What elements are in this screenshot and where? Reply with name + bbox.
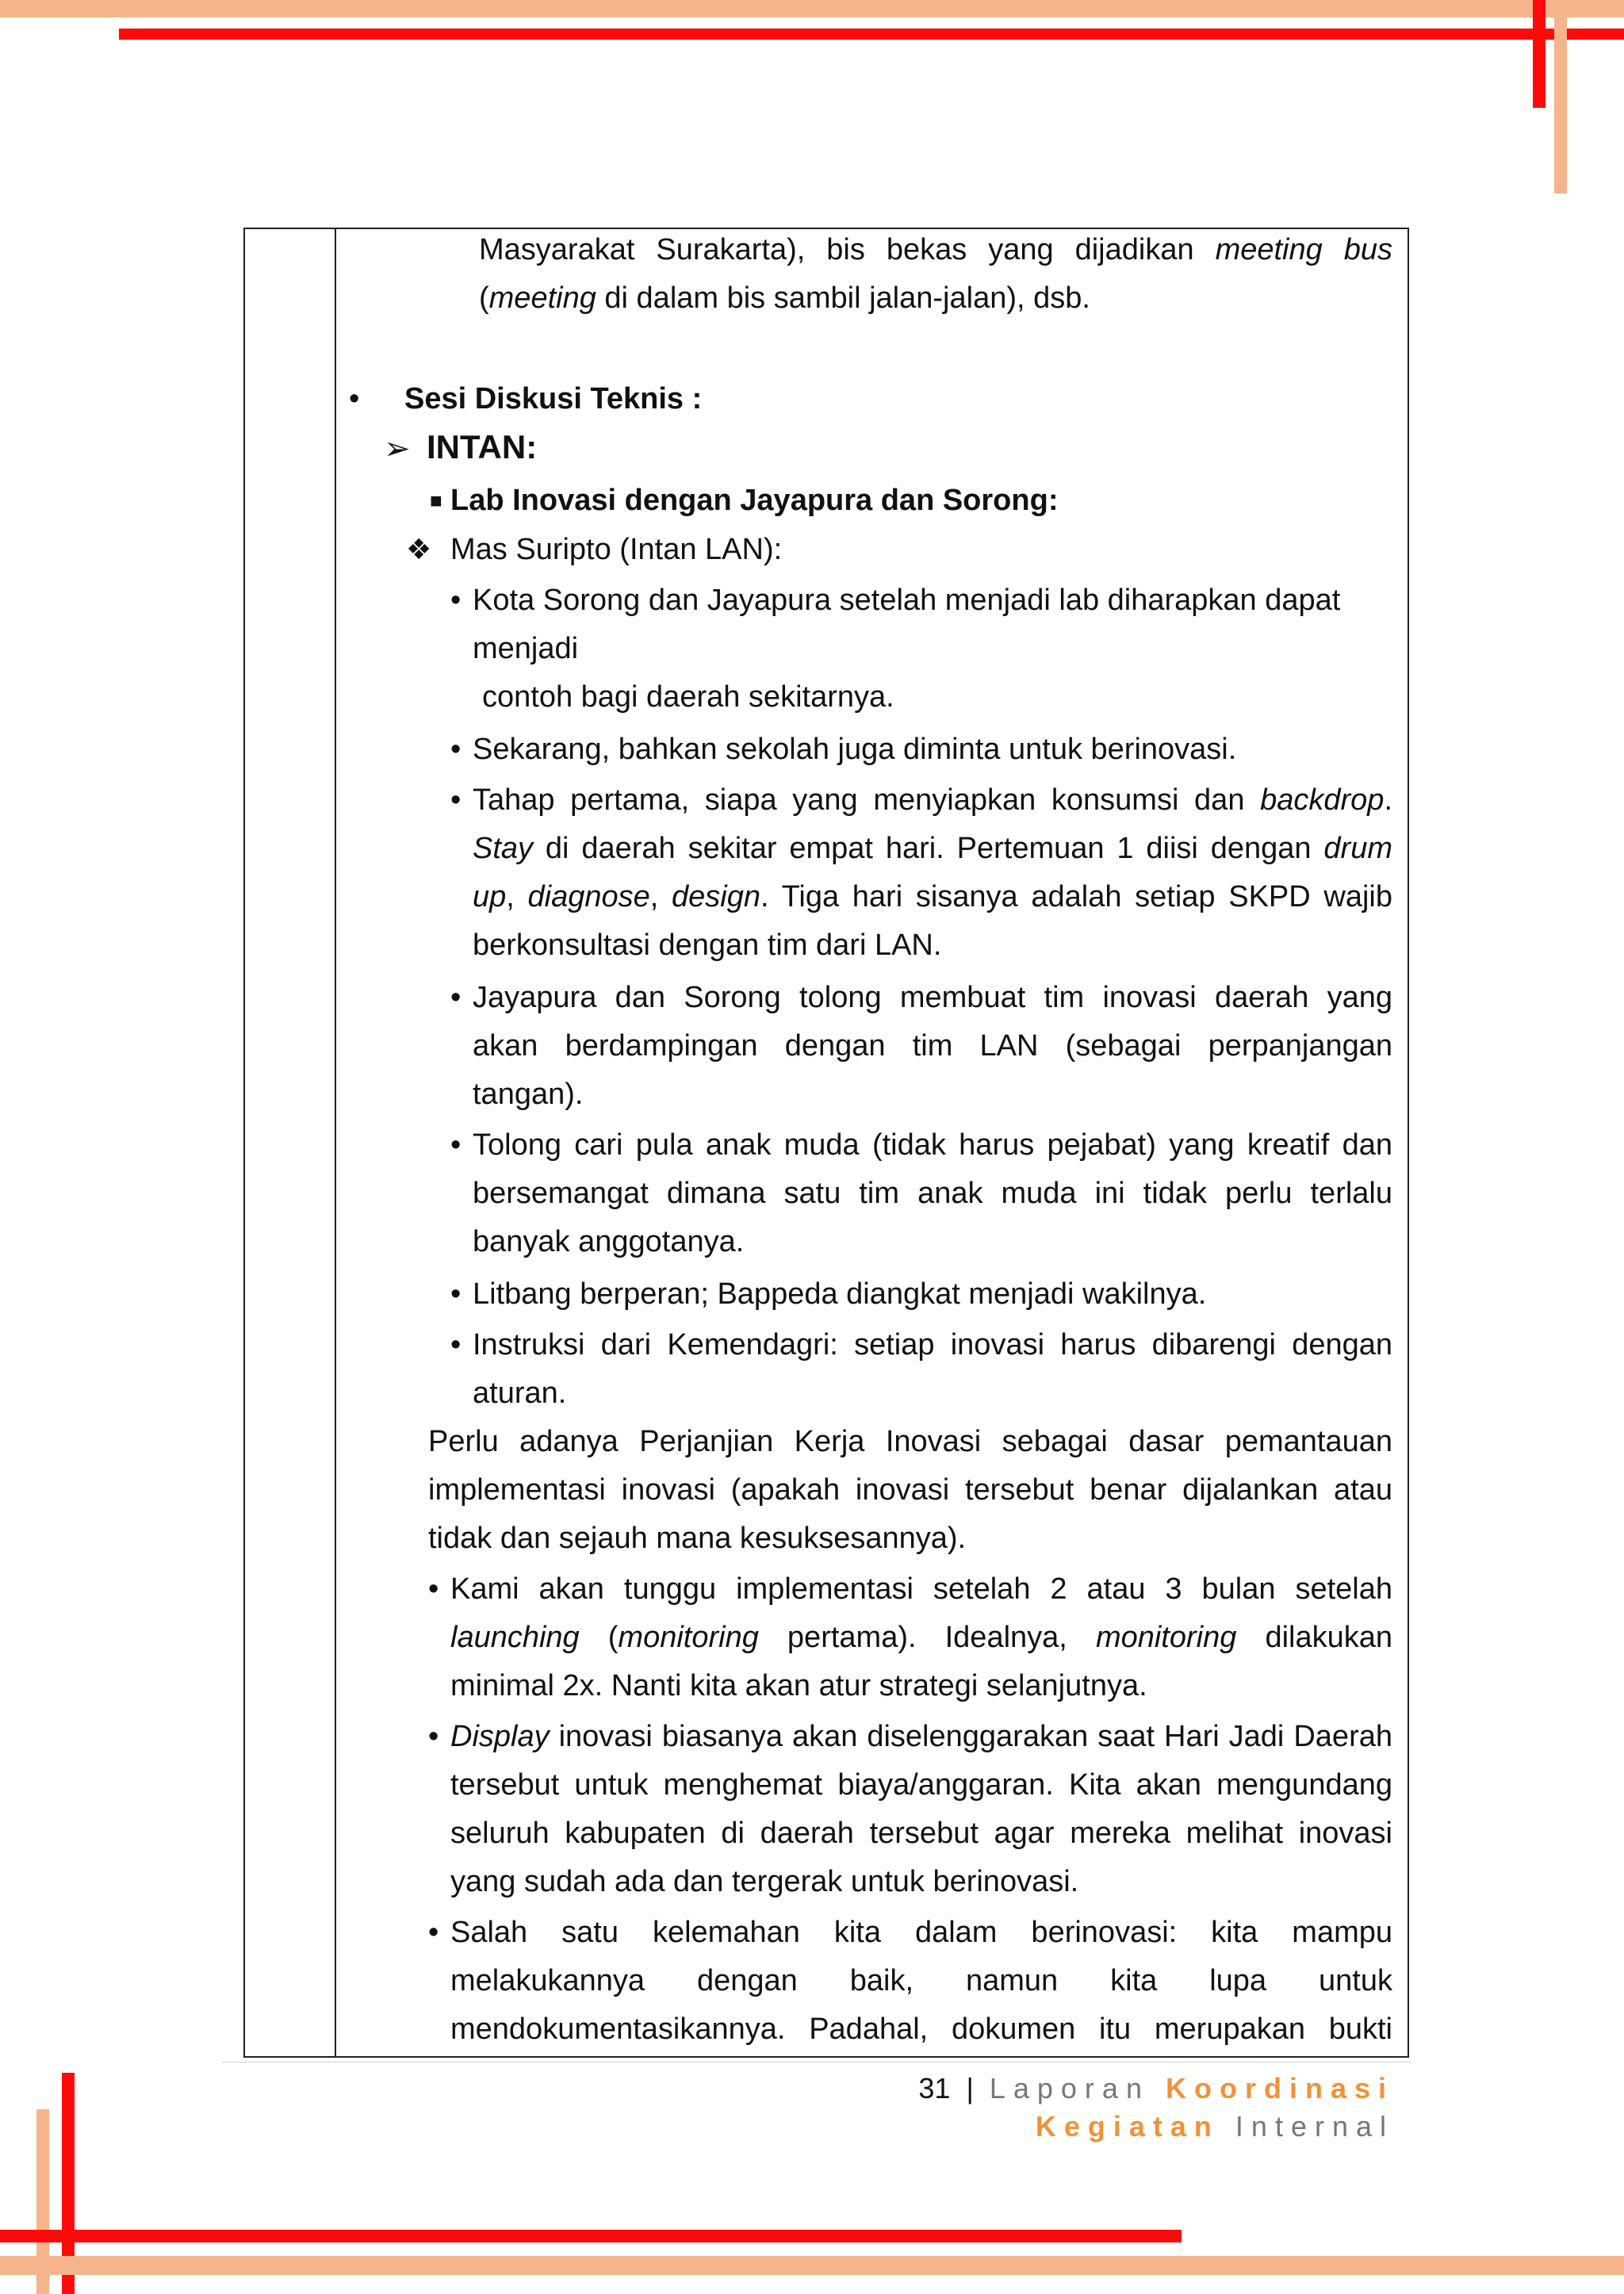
bullet-dot-icon: •	[428, 1720, 439, 1753]
bullet-dot-icon: •	[349, 382, 360, 416]
page-number: 31	[918, 2072, 951, 2104]
paragraph-line-2: implementasi inovasi (apakah inovasi tersebut benar dijalankan atau	[428, 1473, 1392, 1507]
bullet-5-line-2: bersemangat dimana satu tim anak muda ini tidak perlu terlalu	[473, 1177, 1392, 1210]
bullet-b-2-line-4: yang sudah ada dan tergerak untuk berinovasi.	[450, 1865, 1079, 1898]
footer-word-kegiatan: Kegiatan	[1035, 2110, 1220, 2143]
bullet-3-line-2: Stay di daerah sekitar empat hari. Pertemuan 1 diisi dengan drum	[473, 832, 1392, 865]
intro-line-1: Masyarakat Surakarta), bis bekas yang dijadikan meeting bus	[479, 233, 1392, 266]
bullet-dot-icon: •	[450, 783, 462, 817]
bullet-4-line-2: akan berdampingan dengan tim LAN (sebagai perpanjangan	[473, 1029, 1392, 1063]
bullet-3-line-4: berkonsultasi dengan tim dari LAN.	[473, 929, 942, 962]
square-bullet-icon: ■	[430, 488, 442, 512]
bullet-b-2-line-1: Display inovasi biasanya akan diselenggarakan saat Hari Jadi Daerah	[450, 1720, 1392, 1753]
bullet-b-1-line-3: minimal 2x. Nanti kita akan atur strategi selanjutnya.	[450, 1669, 1147, 1702]
bullet-7-line-2: aturan.	[473, 1377, 567, 1410]
footer-word-koordinasi: Koordinasi	[1165, 2072, 1394, 2104]
bullet-dot-icon: •	[450, 584, 462, 617]
bullet-3-line-3: up, diagnose, design. Tiga hari sisanya adalah setiap SKPD wajib	[473, 880, 1392, 913]
bullet-dot-icon: •	[428, 1916, 439, 1949]
bullet-dot-icon: •	[428, 1572, 439, 1606]
bullet-2-line-1: Sekarang, bahkan sekolah juga diminta untuk berinovasi.	[473, 733, 1237, 766]
bullet-1-line-2: menjadi	[473, 632, 579, 665]
bullet-6-line-1: Litbang berperan; Bappeda diangkat menjadi wakilnya.	[473, 1277, 1207, 1311]
bullet-b-2-line-2: tersebut untuk menghemat biaya/anggaran. Kita akan mengundang	[450, 1768, 1392, 1802]
bullet-5-line-1: Tolong cari pula anak muda (tidak harus pejabat) yang kreatif dan	[473, 1128, 1392, 1162]
arrowhead-bullet-icon: ➢	[384, 431, 411, 466]
bullet-dot-icon: •	[450, 1277, 462, 1311]
bullet-b-1-line-1: Kami akan tunggu implementasi setelah 2 atau 3 bulan setelah	[450, 1572, 1392, 1606]
speaker-name: Mas Suripto (Intan LAN):	[450, 533, 783, 566]
intro-line-2: (meeting di dalam bis sambil jalan-jalan), dsb.	[479, 281, 1090, 315]
bullet-b-2-line-3: seluruh kabupaten di daerah tersebut agar mereka melihat inovasi	[450, 1817, 1392, 1850]
diamond-bullet-icon: ❖	[406, 533, 432, 565]
bullet-3-line-1: Tahap pertama, siapa yang menyiapkan konsumsi dan backdrop.	[473, 783, 1392, 817]
bullet-b-3-line-2: melakukannya dengan baik, namun kita lupa untuk	[450, 1964, 1392, 1997]
bullet-7-line-1: Instruksi dari Kemendagri: setiap inovasi harus dibarengi dengan	[473, 1328, 1392, 1361]
bullet-dot-icon: •	[450, 1128, 462, 1162]
lab-heading: Lab Inovasi dengan Jayapura dan Sorong:	[450, 484, 1059, 517]
footer-word-internal: Internal	[1235, 2110, 1394, 2143]
bullet-5-line-3: banyak anggotanya.	[473, 1225, 745, 1258]
bullet-b-3-line-1: Salah satu kelemahan kita dalam berinovasi: kita mampu	[450, 1916, 1392, 1949]
bullet-dot-icon: •	[450, 981, 462, 1014]
footer-line-1	[918, 2070, 1394, 2108]
intan-heading: INTAN:	[427, 428, 538, 465]
bullet-dot-icon: •	[450, 1328, 462, 1361]
bullet-b-3-line-3: mendokumentasikannya. Padahal, dokumen itu merupakan bukti	[450, 2013, 1392, 2046]
bullet-4-line-1: Jayapura dan Sorong tolong membuat tim inovasi daerah yang	[473, 981, 1392, 1014]
paragraph-line-1: Perlu adanya Perjanjian Kerja Inovasi sebagai dasar pemantauan	[428, 1425, 1392, 1458]
bullet-4-line-3: tangan).	[473, 1078, 584, 1111]
bullet-1-line-1: Kota Sorong dan Jayapura setelah menjadi lab diharapkan dapat	[473, 584, 1341, 617]
footer-word-laporan: Laporan	[989, 2072, 1150, 2104]
bullet-1-line-3: contoh bagi daerah sekitarnya.	[482, 680, 894, 714]
footer-line-2	[1036, 2108, 1394, 2146]
footer-separator: |	[966, 2072, 974, 2104]
bullet-b-1-line-2: launching (monitoring pertama). Idealnya, monitoring dilakukan	[450, 1621, 1392, 1654]
bullet-dot-icon: •	[450, 733, 462, 766]
paragraph-line-3: tidak dan sejauh mana kesuksesannya).	[428, 1522, 967, 1555]
section-title: Sesi Diskusi Teknis :	[404, 382, 703, 416]
